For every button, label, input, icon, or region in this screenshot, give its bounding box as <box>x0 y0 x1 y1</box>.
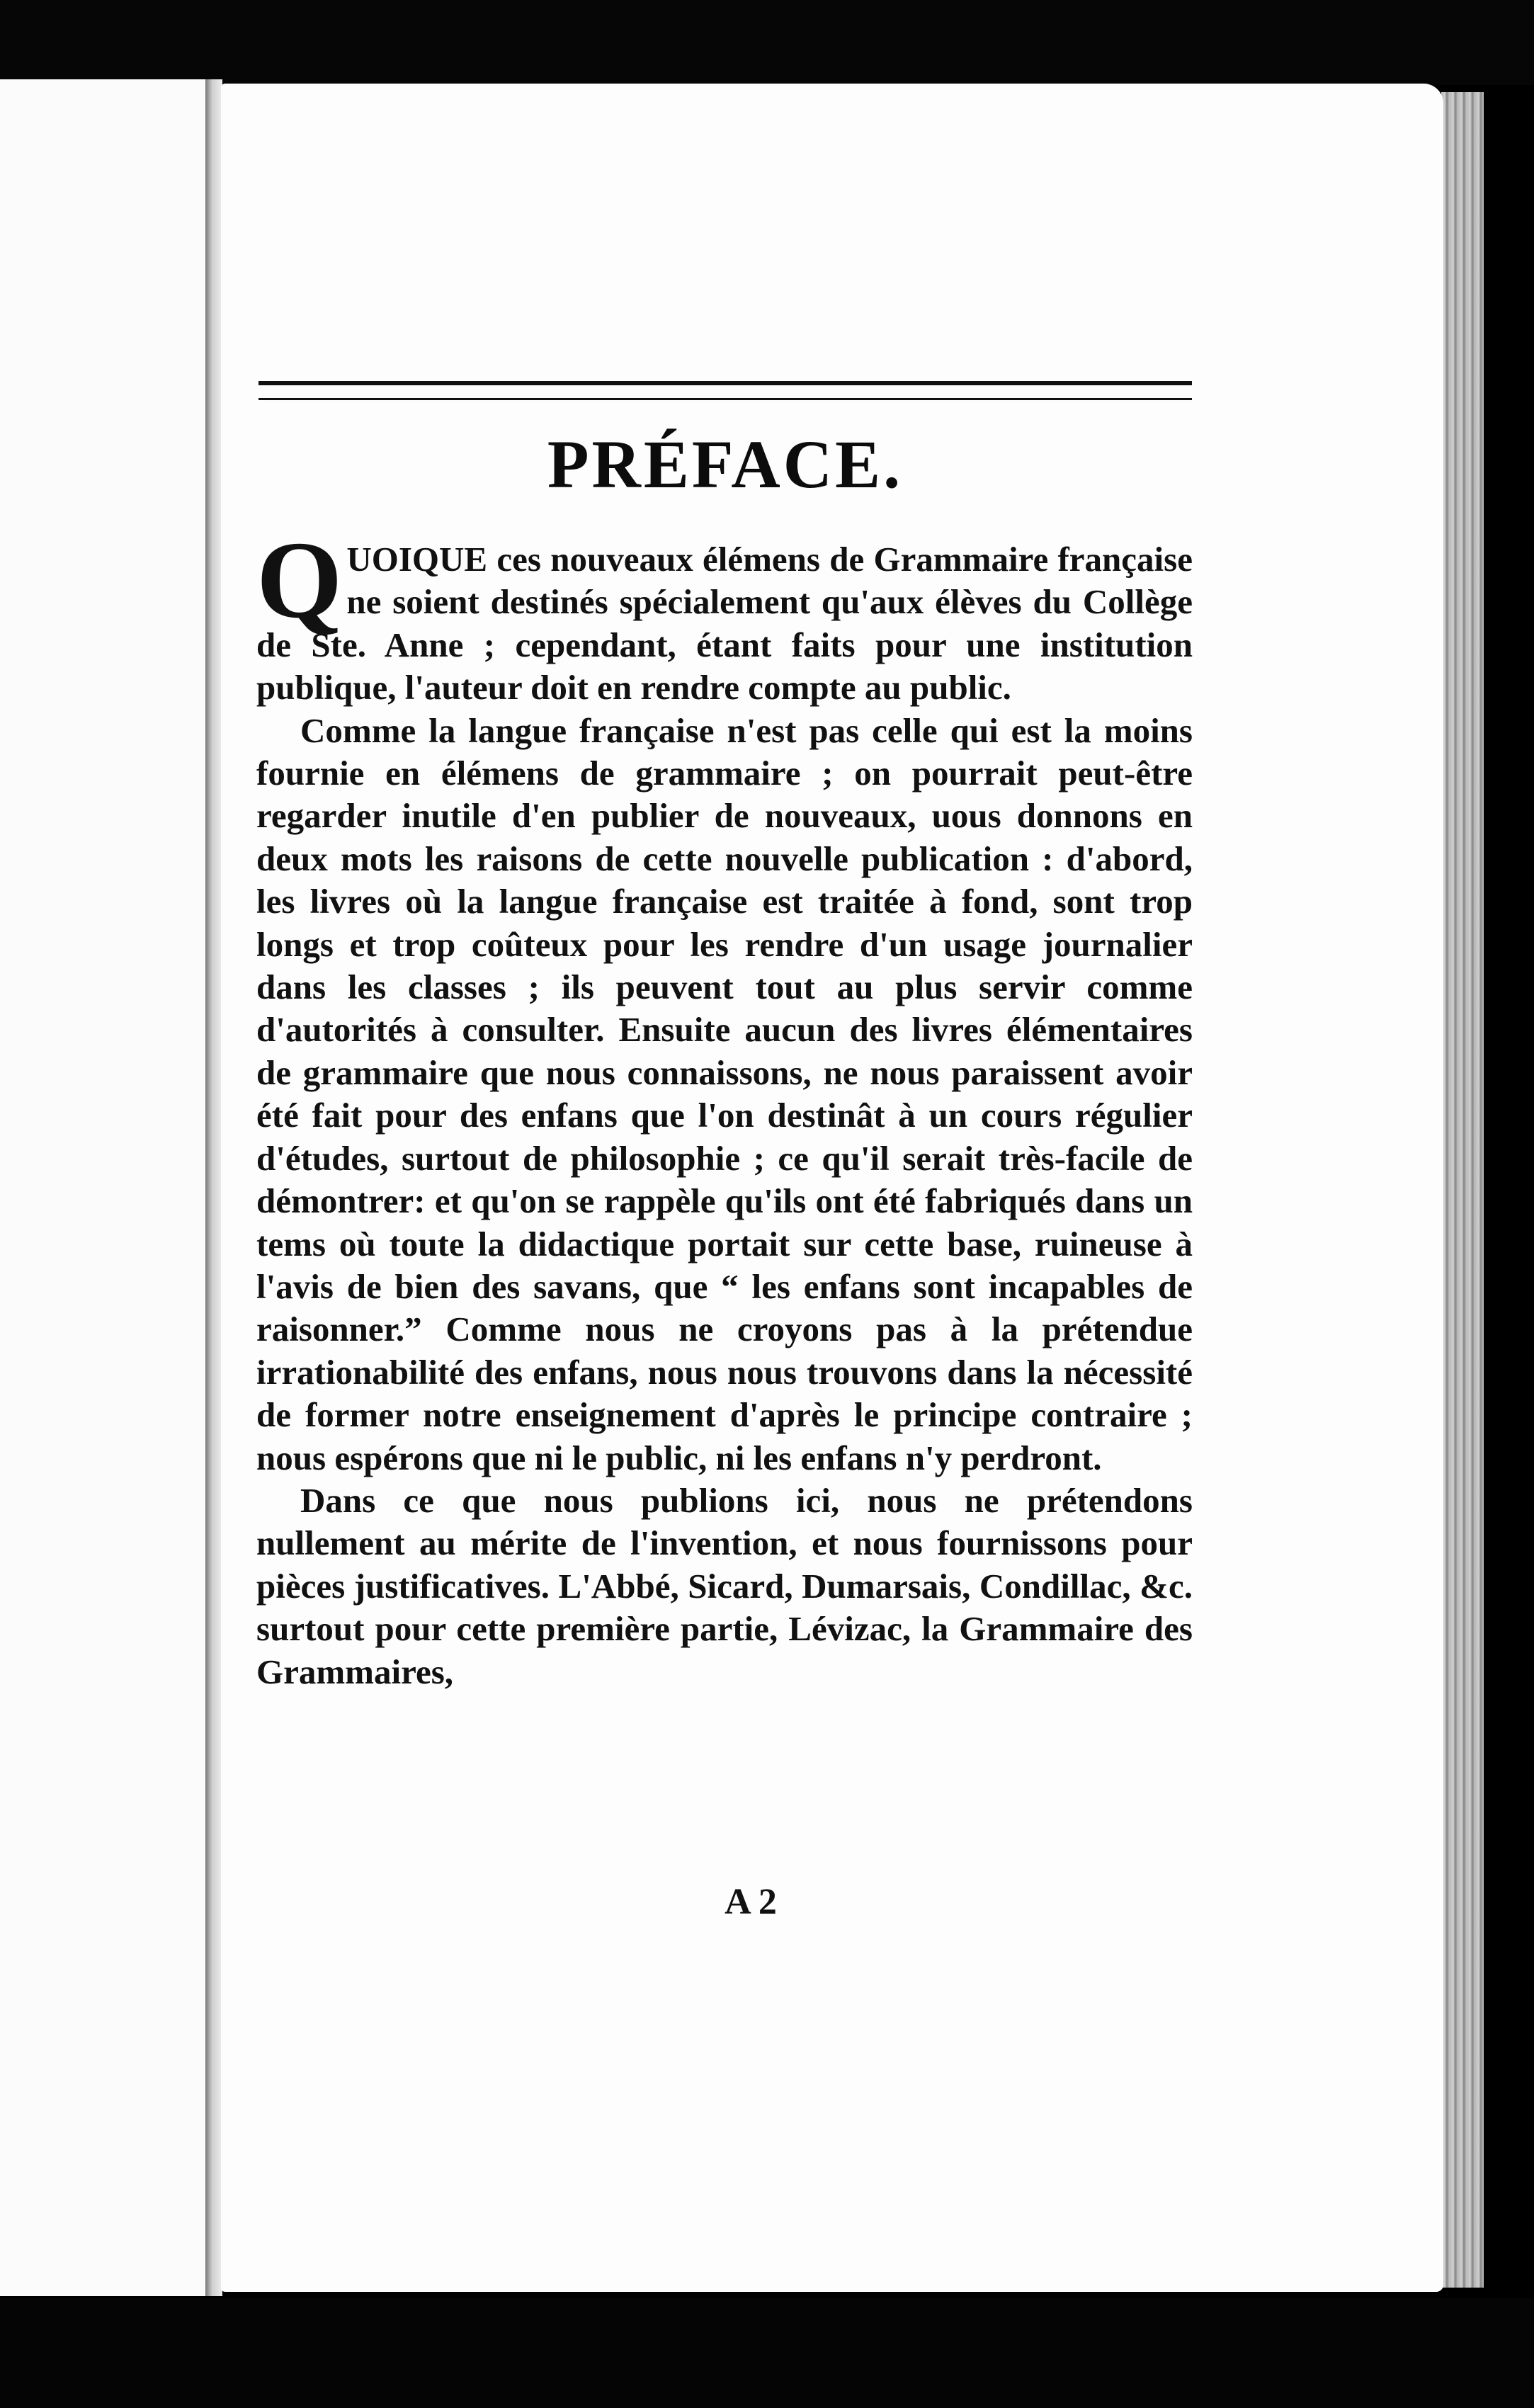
drop-cap: Q <box>256 518 343 641</box>
paragraph-2: Comme la langue française n'est pas celle qui est la moins fournie en élémens de grammaire ; on pourrait peut-être regarder inutile d'en publier de nouveaux, uous donnons en deux mots les raisons de cette nouvelle publication : d'abord, les livres où la langue française est traitée à fond, sont trop longs et trop coûteux pour les rendre d'un usage journalier dans les classes ; ils peuvent tout au plus servir comme d'autorités à consulter. Ensuite aucun des livres élémentaires de grammaire que nous connaissons, ne nous paraissent avoir été fait pour des enfans que l'on destinât à un cours régulier d'études, surtout de philosophie ; ce qu'il serait très-facile de démontrer: et qu'on se rappèle qu'ils ont été fabriqués dans un tems où toute la didactique portait sur cette base, ruineuse à l'avis de bien des savans, que “ les enfans sont incapables de raisonner.” Comme nous ne croyons pas à la prétendue irrationabilité des enfans, nous nous trouvons dans la nécessité de former notre enseignement d'après le principe contraire ; nous espérons que ni le public, ni les enfans n'y perdront. <box>256 710 1193 1477</box>
scan-border-bottom <box>0 2298 1534 2408</box>
scan-border-top <box>0 0 1534 85</box>
paragraph-1-text: UOIQUE ces nouveaux élémens de Grammaire française ne soient destinés spécialement qu'aux élèves du Collège de Ste. Anne ; cependant, étant faits pour une institution publique, l'auteur doit en rendre compte au public. <box>256 540 1193 708</box>
signature-mark: A 2 <box>725 1882 777 1922</box>
facing-page-edge <box>0 79 210 2296</box>
paragraph-1 <box>256 518 1193 710</box>
page-stack-edge <box>1441 92 1484 2288</box>
preface-body <box>256 518 1193 1693</box>
header-double-rule <box>258 381 1192 400</box>
book-gutter <box>205 79 222 2296</box>
page-title: PRÉFACE. <box>547 426 904 502</box>
paragraph-3: Dans ce que nous publions ici, nous ne prétendons nullement au mérite de l'invention, et nous fournissons pour pièces justificatives. L'Abbé, Sicard, Dumarsais, Condillac, &c. surtout pour cette première partie, Lévizac, la Grammaire des Grammaires, <box>256 1480 1193 1691</box>
